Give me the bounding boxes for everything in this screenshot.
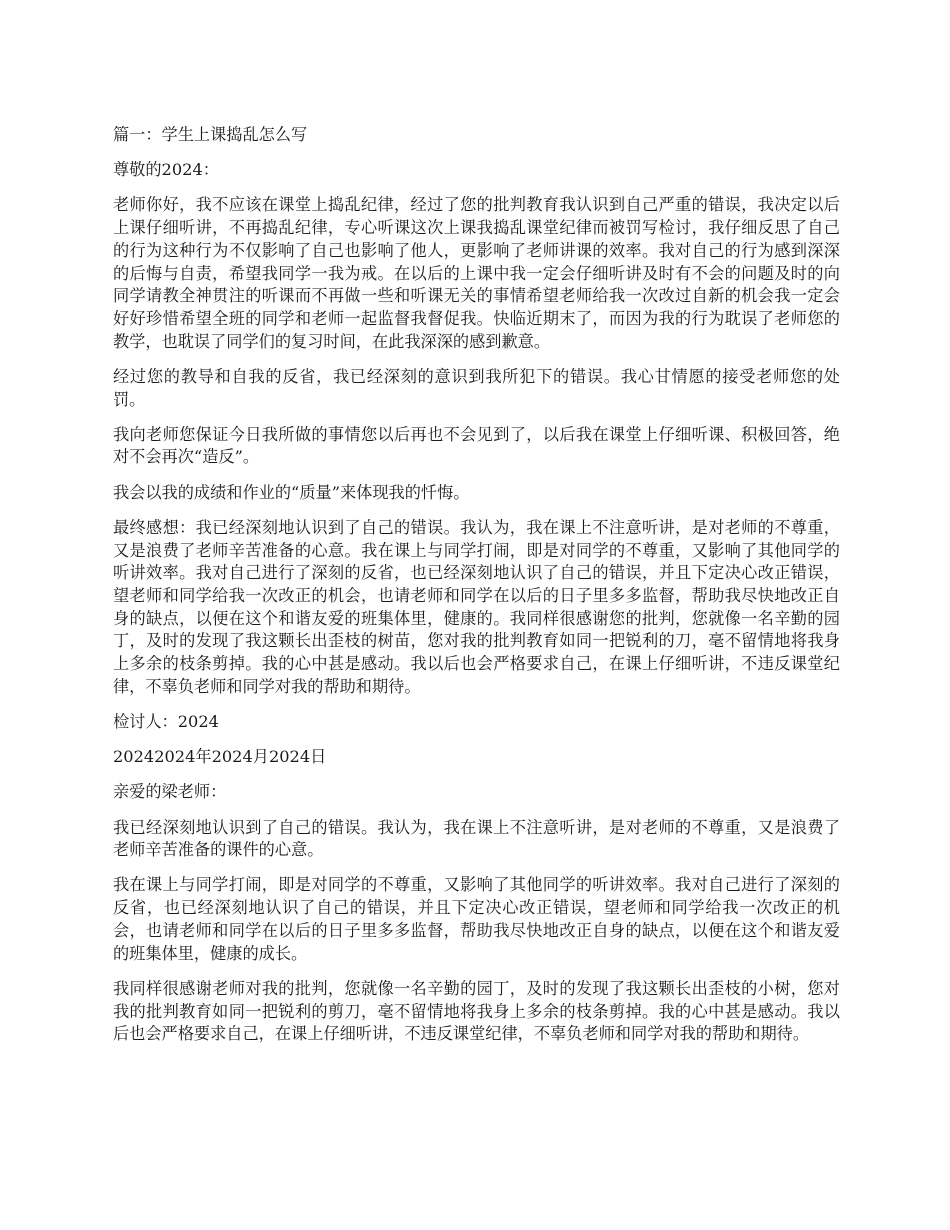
body-paragraph: 经过您的教导和自我的反省，我已经深刻的意识到我所犯下的错误。我心甘情愿的接受老师您的处罚。 (113, 366, 840, 409)
document-heading: 篇一：学生上课捣乱怎么写 (113, 125, 308, 144)
body-paragraph: 我同样很感谢老师对我的批判，您就像一名辛勤的园丁，及时的发现了我这颗长出歪枝的小树，您对我的批判教育如同一把锐利的剪刀，毫不留情地将我身上多余的枝条剪掉。我的心中甚是感动。我以后也会严格要求自己，在课上仔细听讲，不违反课堂纪律，不辜负老师和同学对我的帮助和期待。 (113, 978, 840, 1044)
body-paragraph: 最终感想：我已经深刻地认识到了自己的错误。我认为，我在课上不注意听讲，是对老师的不尊重，又是浪费了老师辛苦准备的心意。我在课上与同学打闹，即是对同学的不尊重，又影响了其他同学的听讲效率。我对自己进行了深刻的反省，也已经深刻地认识了自己的错误，并且下定决心改正错误，望老师和同学给我一次改正的机会，也请老师和同学在以后的日子里多多监督，帮助我尽快地改正自身的缺点，以便在这个和谐友爱的班集体里，健康的。我同样很感谢您的批判，您就像一名辛勤的园丁，及时的发现了我这颗长出歪枝的树苗，您对我的批判教育如同一把锐利的刀，毫不留情地将我身上多余的枝条剪掉。我的心中甚是感动。我以后也会严格要求自己，在课上仔细听讲，不违反课堂纪律，不辜负老师和同学对我的帮助和期待。 (113, 517, 840, 696)
salutation: 亲爱的梁老师： (113, 782, 227, 802)
body-paragraph: 我向老师您保证今日我所做的事情您以后再也不会见到了，以后我在课堂上仔细听课、积极回答，绝对不会再次“造反”。 (113, 424, 840, 467)
body-paragraph: 我会以我的成绩和作业的“质量”来体现我的忏悔。 (113, 482, 470, 502)
signature-line: 检讨人：2024 (113, 711, 219, 731)
body-paragraph: 我已经深刻地认识到了自己的错误。我认为，我在课上不注意听讲，是对老师的不尊重，又是浪费了老师辛苦准备的课件的心意。 (113, 817, 840, 860)
body-paragraph: 我在课上与同学打闹，即是对同学的不尊重，又影响了其他同学的听讲效率。我对自己进行了深刻的反省，也已经深刻地认识了自己的错误，并且下定决心改正错误，望老师和同学给我一次改正的机会，也请老师和同学在以后的日子里多多监督，帮助我尽快地改正自身的缺点，以便在这个和谐友爱的班集体里，健康的成长。 (113, 875, 840, 963)
body-paragraph: 老师你好，我不应该在课堂上捣乱纪律，经过了您的批判教育我认识到自己严重的错误，我决定以后上课仔细听讲，不再捣乱纪律，专心听课这次上课我捣乱课堂纪律而被罚写检讨，我仔细反思了自己的行为这种行为不仅影响了自己也影响了他人，更影响了老师讲课的效率。我对自己的行为感到深深的后悔与自责，希望我同学一我为戒。在以后的上课中我一定会仔细听讲及时有不会的问题及时的向同学请教全神贯注的听课而不再做一些和听课无关的事情希望老师给我一次改过自新的机会我一定会好好珍惜希望全班的同学和老师一起监督我督促我。快临近期末了，而因为我的行为耽误了老师您的教学，也耽误了同学们的复习时间，在此我深深的感到歉意。 (113, 195, 840, 351)
date-line: 20242024年2024月2024日 (113, 747, 327, 767)
document-page (113, 124, 840, 1058)
salutation: 尊敬的2024： (113, 160, 219, 180)
